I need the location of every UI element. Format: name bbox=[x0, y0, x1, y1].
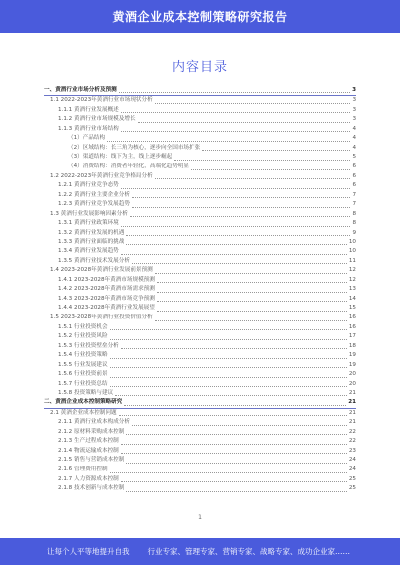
toc-entry-label: 1.5.6 行业投资前景 bbox=[58, 371, 108, 378]
toc-entry[interactable] bbox=[44, 238, 356, 247]
toc-entry[interactable] bbox=[44, 304, 356, 313]
toc-entry-label: 1.5.5 行业发展建议 bbox=[58, 361, 108, 368]
toc-entry-label: 1.5.2 行业投资风险 bbox=[58, 333, 108, 340]
toc-entry[interactable] bbox=[44, 484, 356, 493]
toc-entry[interactable] bbox=[44, 106, 356, 115]
toc-entry[interactable] bbox=[44, 437, 356, 446]
toc-entry-label: 1.5.8 投资策略与建议 bbox=[58, 389, 114, 396]
toc-entry[interactable] bbox=[44, 389, 356, 398]
toc-entry[interactable] bbox=[44, 475, 356, 484]
toc-leader-dots bbox=[121, 348, 347, 349]
toc-entry-label: 2.1.5 销售与营销成本控制 bbox=[58, 457, 125, 464]
toc-leader-dots bbox=[157, 311, 347, 312]
toc-leader-dots bbox=[155, 320, 347, 321]
toc-entry-page: 14 bbox=[348, 295, 356, 302]
toc-entry-page: 22 bbox=[348, 428, 356, 435]
toc-entry-label: 1.2.2 黄酒行业主要企业分析 bbox=[58, 191, 130, 198]
toc-leader-dots bbox=[110, 386, 347, 387]
toc-entry-label: 1.5.7 行业投资总结 bbox=[58, 380, 108, 387]
toc-leader-dots bbox=[157, 301, 347, 302]
toc-entry-page: 8 bbox=[352, 210, 356, 217]
toc-entry-page: 10 bbox=[348, 248, 356, 255]
toc-entry-page: 7 bbox=[352, 201, 356, 208]
toc-leader-dots bbox=[138, 122, 351, 123]
toc-entry[interactable] bbox=[44, 125, 356, 134]
toc-entry[interactable] bbox=[44, 210, 356, 219]
toc-entry-label: 2.1.7 人力资源成本控制 bbox=[58, 475, 119, 482]
toc-entry-page: 21 bbox=[348, 389, 356, 396]
toc-entry-label: 1.4.4 2023-2028年黄酒行业发展展望 bbox=[58, 305, 155, 312]
toc-entry[interactable] bbox=[44, 172, 356, 181]
toc-entry-label: 二、黄酒企业成本控制策略研究 bbox=[44, 399, 123, 406]
toc-entry[interactable] bbox=[44, 266, 356, 275]
toc-leader-dots bbox=[110, 367, 347, 368]
toc-entry-page: 17 bbox=[348, 333, 356, 340]
toc-title: 内容目录 bbox=[171, 60, 228, 75]
toc-leader-dots bbox=[121, 254, 347, 255]
toc-leader-dots bbox=[121, 188, 351, 189]
toc-entry-page: 4 bbox=[352, 135, 356, 142]
toc-entry-page: 12 bbox=[348, 267, 356, 274]
toc-entry[interactable] bbox=[44, 115, 356, 124]
toc-entry-label: 1.1.3 黄酒行业市场结构 bbox=[58, 125, 119, 132]
toc-entry-label: 2.1.4 物流运输成本控制 bbox=[58, 447, 119, 454]
toc-entry-label: 2.1.2 原材料采购成本控制 bbox=[58, 428, 125, 435]
toc-entry-label: （2）区域结构：长三角为核心，逐步向全国市场扩张 bbox=[68, 144, 201, 151]
toc-entry-label: 一、黄酒行业市场分析及预测 bbox=[44, 86, 117, 93]
toc-leader-dots bbox=[110, 339, 347, 340]
toc-leader-dots bbox=[126, 434, 347, 435]
toc-entry[interactable] bbox=[44, 134, 356, 143]
toc-entry[interactable] bbox=[44, 332, 356, 341]
toc-leader-dots bbox=[121, 112, 351, 113]
toc-entry-page: 4 bbox=[352, 144, 356, 151]
toc-entry-page: 3 bbox=[352, 106, 356, 113]
toc-leader-dots bbox=[115, 395, 347, 396]
toc-entry[interactable] bbox=[44, 229, 356, 238]
footer-experts: 行业专家、管理专家、营销专家、战略专家、成功企业家…… bbox=[147, 547, 350, 556]
toc-entry-label: 1.2.3 黄酒行业竞争发展趋势 bbox=[58, 201, 130, 208]
toc-leader-dots bbox=[155, 103, 351, 104]
toc-entry-page: 25 bbox=[348, 485, 356, 492]
toc-entry-page: 7 bbox=[352, 191, 356, 198]
toc-leader-dots bbox=[126, 235, 350, 236]
toc-entry-page: 16 bbox=[348, 323, 356, 330]
toc-entry-page: 8 bbox=[352, 220, 356, 227]
toc-entry-page: 24 bbox=[348, 457, 356, 464]
toc-entry-page: 22 bbox=[348, 438, 356, 445]
toc-entry[interactable] bbox=[44, 314, 356, 323]
toc-entry[interactable] bbox=[44, 456, 356, 465]
toc-leader-dots bbox=[155, 273, 347, 274]
toc-entry-page: 6 bbox=[352, 182, 356, 189]
toc-entry-page: 3 bbox=[352, 86, 356, 93]
toc-leader-dots bbox=[110, 329, 347, 330]
toc-entry-label: （4）消费结构：消费者年轻化，高端化趋势明显 bbox=[68, 163, 190, 170]
toc-entry-label: 1.4.2 2023-2028年黄酒市场需求预测 bbox=[58, 286, 155, 293]
toc-entry-page: 20 bbox=[348, 380, 356, 387]
toc-entry-page: 5 bbox=[352, 154, 356, 161]
toc-entry[interactable] bbox=[44, 295, 356, 304]
toc-entry-label: 1.4 2023-2028年黄酒行业发展前景预测 bbox=[50, 267, 153, 274]
toc-entry-page: 16 bbox=[348, 314, 356, 321]
footer-slogan: 让每个人平等地提升自我 bbox=[47, 547, 130, 556]
toc-entry-label: 1.3.3 黄酒行业面临的挑战 bbox=[58, 238, 125, 245]
toc-entry-page: 19 bbox=[348, 361, 356, 368]
toc-entry-page: 3 bbox=[352, 116, 356, 123]
toc-entry[interactable] bbox=[44, 285, 356, 294]
toc-leader-dots bbox=[191, 169, 350, 170]
toc-entry-page: 19 bbox=[348, 352, 356, 359]
toc-leader-dots bbox=[132, 207, 350, 208]
toc-entry-label: 2.1 黄酒企业成本控制问题 bbox=[50, 409, 117, 416]
toc-leader-dots bbox=[121, 226, 351, 227]
toc-leader-dots bbox=[157, 292, 347, 293]
toc-entry-page: 21 bbox=[348, 409, 356, 416]
toc-leader-dots bbox=[124, 405, 346, 406]
toc-leader-dots bbox=[119, 415, 347, 416]
toc-entry[interactable] bbox=[44, 181, 356, 190]
toc-leader-dots bbox=[121, 131, 351, 132]
toc-leader-dots bbox=[126, 463, 347, 464]
toc-entry-label: 1.3.1 黄酒行业政策环境 bbox=[58, 220, 119, 227]
page-number: 1 bbox=[198, 514, 202, 521]
toc-entry-label: 1.5.1 行业投资机会 bbox=[58, 323, 108, 330]
toc-leader-dots bbox=[121, 444, 347, 445]
toc-entry[interactable] bbox=[44, 351, 356, 360]
toc-leader-dots bbox=[121, 453, 347, 454]
toc-entry-label: 1.3 黄酒行业发展影响因素分析 bbox=[50, 210, 128, 217]
toc-entry-label: 2.1.1 黄酒行业成本构成分析 bbox=[58, 419, 130, 426]
toc-leader-dots bbox=[174, 160, 350, 161]
toc-entry-page: 23 bbox=[348, 447, 356, 454]
toc-entry-label: 1.4.3 2023-2028年黄酒市场竞争预测 bbox=[58, 295, 155, 302]
toc-entry-page: 4 bbox=[352, 125, 356, 132]
toc-entry[interactable] bbox=[44, 447, 356, 456]
toc-entry[interactable] bbox=[44, 247, 356, 256]
toc-entry-label: 1.3.2 黄酒行业发展的机遇 bbox=[58, 229, 125, 236]
toc-entry[interactable] bbox=[44, 86, 356, 96]
toc-entry-label: 1.3.4 黄酒行业发展趋势 bbox=[58, 248, 119, 255]
toc-entry-page: 13 bbox=[348, 286, 356, 293]
document-title: 黄酒企业成本控制策略研究报告 bbox=[112, 10, 288, 24]
toc-leader-dots bbox=[119, 92, 350, 93]
toc-entry-page: 21 bbox=[348, 419, 356, 426]
toc-entry-label: 1.2.1 黄酒行业竞争态势 bbox=[58, 182, 119, 189]
toc-leader-dots bbox=[157, 282, 347, 283]
toc-leader-dots bbox=[110, 377, 347, 378]
toc-entry-label: 1.3.5 黄酒行业技术发展分析 bbox=[58, 257, 130, 264]
toc-leader-dots bbox=[132, 425, 347, 426]
toc-entry[interactable] bbox=[44, 276, 356, 285]
footer-bar bbox=[0, 538, 400, 565]
toc-entry[interactable] bbox=[44, 163, 356, 172]
toc-leader-dots bbox=[155, 178, 351, 179]
toc-entry[interactable] bbox=[44, 257, 356, 266]
toc-leader-dots bbox=[110, 358, 347, 359]
toc-entry[interactable] bbox=[44, 418, 356, 427]
toc-entry[interactable] bbox=[44, 428, 356, 437]
toc-entry[interactable] bbox=[44, 96, 356, 105]
toc-entry-label: 1.4.1 2023-2028年黄酒市场规模预测 bbox=[58, 276, 155, 283]
toc-entry[interactable] bbox=[44, 361, 356, 370]
toc-entry[interactable] bbox=[44, 191, 356, 200]
toc-entry-label: 2.1.3 生产过程成本控制 bbox=[58, 438, 119, 445]
toc-entry-page: 21 bbox=[348, 399, 356, 406]
toc-entry-label: （1）产品结构 bbox=[68, 135, 106, 142]
toc-entry-page: 18 bbox=[348, 342, 356, 349]
toc-entry-label: 1.5.4 行业投资策略 bbox=[58, 352, 108, 359]
toc-entry-label: 1.1 2022-2023年黄酒行业市场现状分析 bbox=[50, 97, 153, 104]
toc-entry-label: 1.5.3 行业投资壁垒分析 bbox=[58, 342, 119, 349]
toc-entry-page: 11 bbox=[348, 257, 356, 264]
toc-entry[interactable] bbox=[44, 409, 356, 418]
toc-entry-page: 10 bbox=[348, 238, 356, 245]
header-bar bbox=[0, 0, 400, 33]
table-of-contents bbox=[44, 86, 356, 494]
toc-entry[interactable] bbox=[44, 380, 356, 389]
toc-entry[interactable] bbox=[44, 144, 356, 153]
toc-entry-label: 2.1.8 技术创新与成本控制 bbox=[58, 485, 125, 492]
toc-entry-page: 9 bbox=[352, 229, 356, 236]
toc-entry-label: 1.1.2 黄酒行业市场规模及增长 bbox=[58, 116, 136, 123]
toc-entry[interactable] bbox=[44, 370, 356, 379]
toc-leader-dots bbox=[202, 150, 350, 151]
toc-entry[interactable] bbox=[44, 219, 356, 228]
toc-leader-dots bbox=[130, 216, 351, 217]
toc-entry-page: 24 bbox=[348, 466, 356, 473]
toc-entry-page: 6 bbox=[352, 163, 356, 170]
toc-entry-page: 12 bbox=[348, 276, 356, 283]
toc-entry-page: 15 bbox=[348, 305, 356, 312]
toc-entry-label: 2.1.6 管理费用控制 bbox=[58, 466, 108, 473]
toc-entry[interactable] bbox=[44, 200, 356, 209]
toc-leader-dots bbox=[107, 141, 350, 142]
toc-leader-dots bbox=[121, 481, 347, 482]
toc-entry-page: 6 bbox=[352, 172, 356, 179]
toc-entry-label: 1.2 2022-2023年黄酒行业竞争格局分析 bbox=[50, 172, 153, 179]
toc-entry[interactable] bbox=[44, 466, 356, 475]
toc-entry-label: 1.1.1 黄酒行业发展概述 bbox=[58, 106, 119, 113]
toc-leader-dots bbox=[126, 244, 347, 245]
toc-leader-dots bbox=[132, 263, 347, 264]
toc-leader-dots bbox=[132, 197, 350, 198]
toc-entry-label: 1.5 2023-2028年黄酒行业投资价值分析 bbox=[50, 314, 153, 321]
toc-entry-page: 20 bbox=[348, 371, 356, 378]
toc-leader-dots bbox=[110, 472, 347, 473]
toc-entry[interactable] bbox=[44, 153, 356, 162]
toc-leader-dots bbox=[126, 491, 347, 492]
toc-entry[interactable] bbox=[44, 398, 356, 408]
toc-entry-page: 25 bbox=[348, 475, 356, 482]
toc-entry[interactable] bbox=[44, 342, 356, 351]
toc-entry-label: （3）渠道结构：线下为主，线上逐步崛起 bbox=[68, 154, 173, 161]
toc-entry[interactable] bbox=[44, 323, 356, 332]
toc-entry-page: 3 bbox=[352, 97, 356, 104]
